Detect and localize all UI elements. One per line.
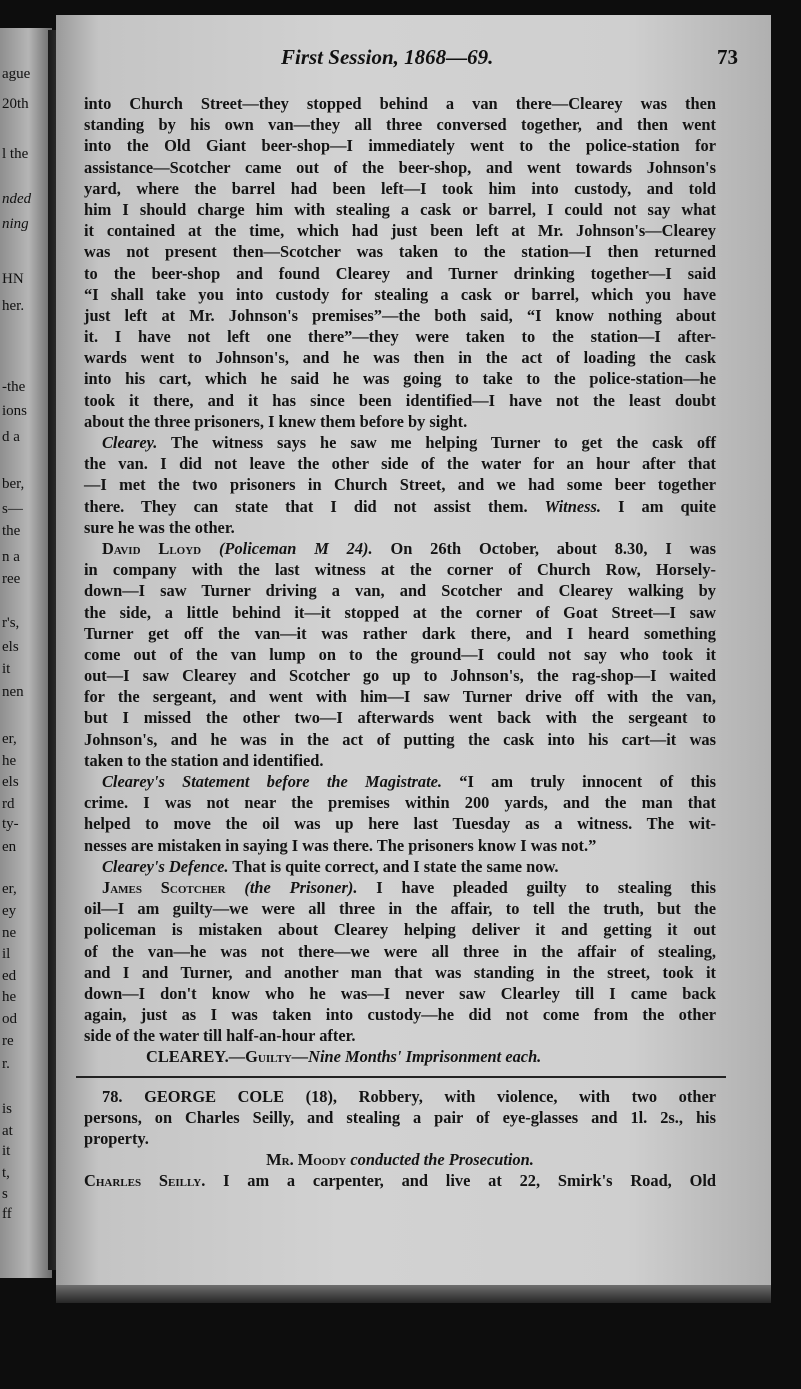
left-page-fragment: els — [2, 774, 19, 790]
page-number: 73 — [717, 45, 738, 69]
text-line: come out of the van lump on to the ground—I could not say who took it — [84, 644, 716, 664]
text-line: into the Old Giant beer-shop—I immediately went to the police-station for — [84, 136, 716, 156]
testimony-paragraph — [84, 93, 716, 432]
left-page-fragment: is — [2, 1101, 13, 1117]
page-header — [56, 45, 746, 75]
left-page-fragment: -the — [2, 379, 26, 395]
left-page-fragment: ne — [2, 925, 17, 941]
prosecution-line: Mr. Moody conducted the Prosecution. — [266, 1150, 534, 1170]
left-page-edge — [0, 28, 52, 1278]
text-line: standing by his own van—they all three conversed together, and then went — [84, 115, 716, 135]
seilly-testimony: Charles Seilly. I am a carpenter, and live at 22, Smirk's Road, Old — [84, 1171, 716, 1191]
left-page-fragment: ber, — [2, 476, 25, 492]
text-line: just left at Mr. Johnson's premises”—the both said, “I know nothing about — [84, 305, 716, 325]
left-page-fragment: ff — [2, 1206, 12, 1222]
left-page-fragment: ey — [2, 903, 17, 919]
witness-label: Witness. — [544, 496, 601, 516]
left-page-fragment: il — [2, 946, 11, 962]
left-page-fragment: the — [2, 523, 21, 539]
text-line: in company with the last witness at the corner of Church Row, Horsely- — [84, 560, 716, 580]
text-line: of the van—he was not there—we were all three in the affair of stealing, — [84, 941, 716, 961]
left-page-fragment: er, — [2, 731, 17, 747]
left-page-fragment: ree — [2, 571, 21, 587]
left-page-fragment: nen — [2, 684, 24, 700]
left-page-fragment: n a — [2, 549, 20, 565]
left-page-fragment: r's, — [2, 615, 20, 631]
text-line: was not present then—Scotcher was taken to the station—I then returned — [84, 242, 716, 262]
text-line: again, just as I was taken into custody—he did not come from the other — [84, 1005, 716, 1025]
left-page-fragment: r. — [2, 1056, 10, 1072]
text-line: took it there, and it has since been identified—I have not the least doubt — [84, 390, 716, 410]
left-page-fragment: t, — [2, 1165, 10, 1181]
text-line: crime. I was not near the premises within 200 yards, and the man that — [84, 793, 716, 813]
verdict: CLEAREY.—Guilty—Nine Months' Imprisonment each. — [146, 1047, 542, 1067]
text-line: 78. GEORGE COLE (18), Robbery, with violence, with two other — [102, 1086, 716, 1106]
text-line: for the sergeant, and went with him—I saw Turner drive off with the van, — [84, 687, 716, 707]
left-page-fragment: it — [2, 1143, 11, 1159]
clearey-statement: Clearey's Statement before the Magistrate. “I am truly innocent of this crime. I was not near the premises within 200 yards, and the man that helped to move the oil was up here last Tuesday as a witness. The wit- nesses are mistaken in saying I was there. The prisoners know I was not.” — [84, 772, 716, 855]
page-bottom-edge — [56, 1285, 771, 1303]
case-78 — [84, 1086, 716, 1192]
clearey-defence: Clearey's Defence. That is quite correct, and I state the same now. — [102, 856, 559, 876]
text-line: side of the water till half-an-hour after. — [84, 1026, 356, 1046]
left-page-fragment: HN — [2, 271, 24, 287]
text-line: persons, on Charles Seilly, and stealing a pair of eye-glasses and 1l. 2s., his — [84, 1107, 716, 1127]
left-page-fragment: nded — [2, 191, 32, 207]
text-line: yard, where the barrel had been left—I took him into custody, and told — [84, 178, 716, 198]
statement-label: Clearey's Statement before the Magistrate. — [102, 772, 442, 791]
text-line: taken to the station and identified. — [84, 750, 324, 770]
left-page-fragment: he — [2, 989, 17, 1005]
text-line: Turner get off the van—it was rather dark there, and I heard something — [84, 623, 716, 643]
left-page-fragment: l the — [2, 146, 29, 162]
left-page-fragment: he — [2, 753, 17, 769]
text-line: about the three prisoners, I knew them before by sight. — [84, 411, 468, 431]
lloyd-testimony: David Lloyd (Policeman M 24). On 26th October, about 8.30, I was in company with the last witness at the corner of Church Row, Horsely- down—I saw Turner driving a van, and Scotcher and Clearey walking by the side, a little behind it—it stopped at the corner of Goat Street—I saw Turner get off the van—it was rather dark there, and I heard something come out of the van lump on to the ground—I could not say who took it out—I saw Clearey and Scotcher go up to Johnson's, the rag-shop—I waited for the sergeant, and went with him—I saw Turner drive off with the van, but I missed the other two—I afterwards went back with the sergeant to Johnson's, and he was in the act of putting the cask into his cart—it was taken to the station and identified. — [84, 538, 716, 770]
left-page-fragment: ed — [2, 968, 17, 984]
left-page-fragment: re — [2, 1033, 14, 1049]
left-page-fragment: er, — [2, 881, 17, 897]
left-page-fragment: ning — [2, 216, 29, 232]
text-line: assistance—Scotcher came out of the beer-shop, and went towards Johnson's — [84, 157, 716, 177]
book-page — [56, 15, 771, 1285]
text-line: helped to move the oil was up here last Tuesday as a witness. The wit- — [84, 814, 716, 834]
scotcher-testimony: James Scotcher (the Prisoner). I have pleaded guilty to stealing this oil—I am guilty—we were all three in the affair, to tell the truth, but the policeman is mistaken about Clearey helping deliver it and getting it out of the van—he was not there—we were all three in the affair of stealing, and I and Turner, and another man that was standing in the street, took it down—I don't know who he was—I never saw Clearley till I came back again, just as I was taken into custody—he did not come from the other side of the water till half-an-hour after. — [84, 877, 716, 1046]
left-page-fragment: en — [2, 839, 17, 855]
left-page-fragment: at — [2, 1123, 13, 1139]
clearey-question: Clearey. The witness says he saw me helping Turner to get the cask off the van. I did not leave the other side of the water for an hour after that —I met the two prisoners in Church Street, and we had some beer together there. They can state that I did not assist them. Witness. I am quite sure he was the other. — [84, 433, 716, 537]
text-line: but I missed the other two—I afterwards went back with the sergeant to — [84, 708, 716, 728]
text-line: it contained at the time, which had just been left at Mr. Johnson's—Clearey — [84, 221, 716, 241]
text-line: oil—I am guilty—we were all three in the affair, to tell the truth, but the — [84, 899, 716, 919]
speaker-label: Clearey. — [102, 433, 158, 452]
left-page-fragment: it — [2, 661, 11, 677]
text-line: and I and Turner, and another man that was standing in the street, took it — [84, 962, 716, 982]
text-line: property. — [84, 1129, 149, 1148]
text-line: down—I don't know who he was—I never saw Clearley till I came back — [84, 983, 716, 1003]
left-page-fragment: ty- — [2, 816, 19, 832]
text-line: “I shall take you into custody for stealing a cask or barrel, which you have — [84, 284, 716, 304]
running-title: First Session, 1868—69. — [281, 45, 494, 69]
body-text — [84, 93, 716, 1192]
text-line: to the beer-shop and found Clearey and Turner drinking together—I said — [84, 263, 716, 283]
text-line: wards went to Johnson's, and he was then in the act of loading the cask — [84, 348, 716, 368]
text-line: into Church Street—they stopped behind a van there—Clearey was then — [84, 94, 716, 113]
witness-name: David Lloyd — [102, 538, 202, 558]
left-page-fragment: d a — [2, 429, 20, 445]
left-page-fragment: els — [2, 639, 19, 655]
text-line: Johnson's, and he was in the act of putting the cask into his cart—it was — [84, 729, 716, 749]
text-line: the side, a little behind it—it stopped at the corner of Goat Street—I saw — [84, 602, 716, 622]
left-page-fragment: s — [2, 1186, 8, 1202]
left-page-fragment: od — [2, 1011, 17, 1027]
text-line: into his cart, which he said he was going to take to the police-station—he — [84, 369, 716, 389]
text-line: policeman is mistaken about Clearey helping deliver it and getting it out — [84, 920, 716, 940]
prisoner-name: James Scotcher — [102, 877, 226, 897]
left-page-fragment: rd — [2, 796, 15, 812]
left-page-fragment: s— — [2, 501, 23, 517]
text-line: him I should charge him with stealing a cask or barrel, I could not say what — [84, 199, 716, 219]
text-line: out—I saw Clearey and Scotcher go up to Johnson's, the rag-shop—I waited — [84, 666, 716, 686]
left-page-fragment: 20th — [2, 96, 29, 112]
text-line: it. I have not left one there”—they were taken to the station—I after- — [84, 327, 716, 347]
text-line: down—I saw Turner driving a van, and Scotcher and Clearey walking by — [84, 581, 716, 601]
text-line: nesses are mistaken in saying I was there. The prisoners know I was not.” — [84, 835, 597, 855]
left-page-fragment: ions — [2, 403, 28, 419]
left-page-fragment: ague — [2, 66, 31, 82]
section-rule — [76, 1076, 726, 1078]
left-page-fragment: her. — [2, 298, 25, 314]
